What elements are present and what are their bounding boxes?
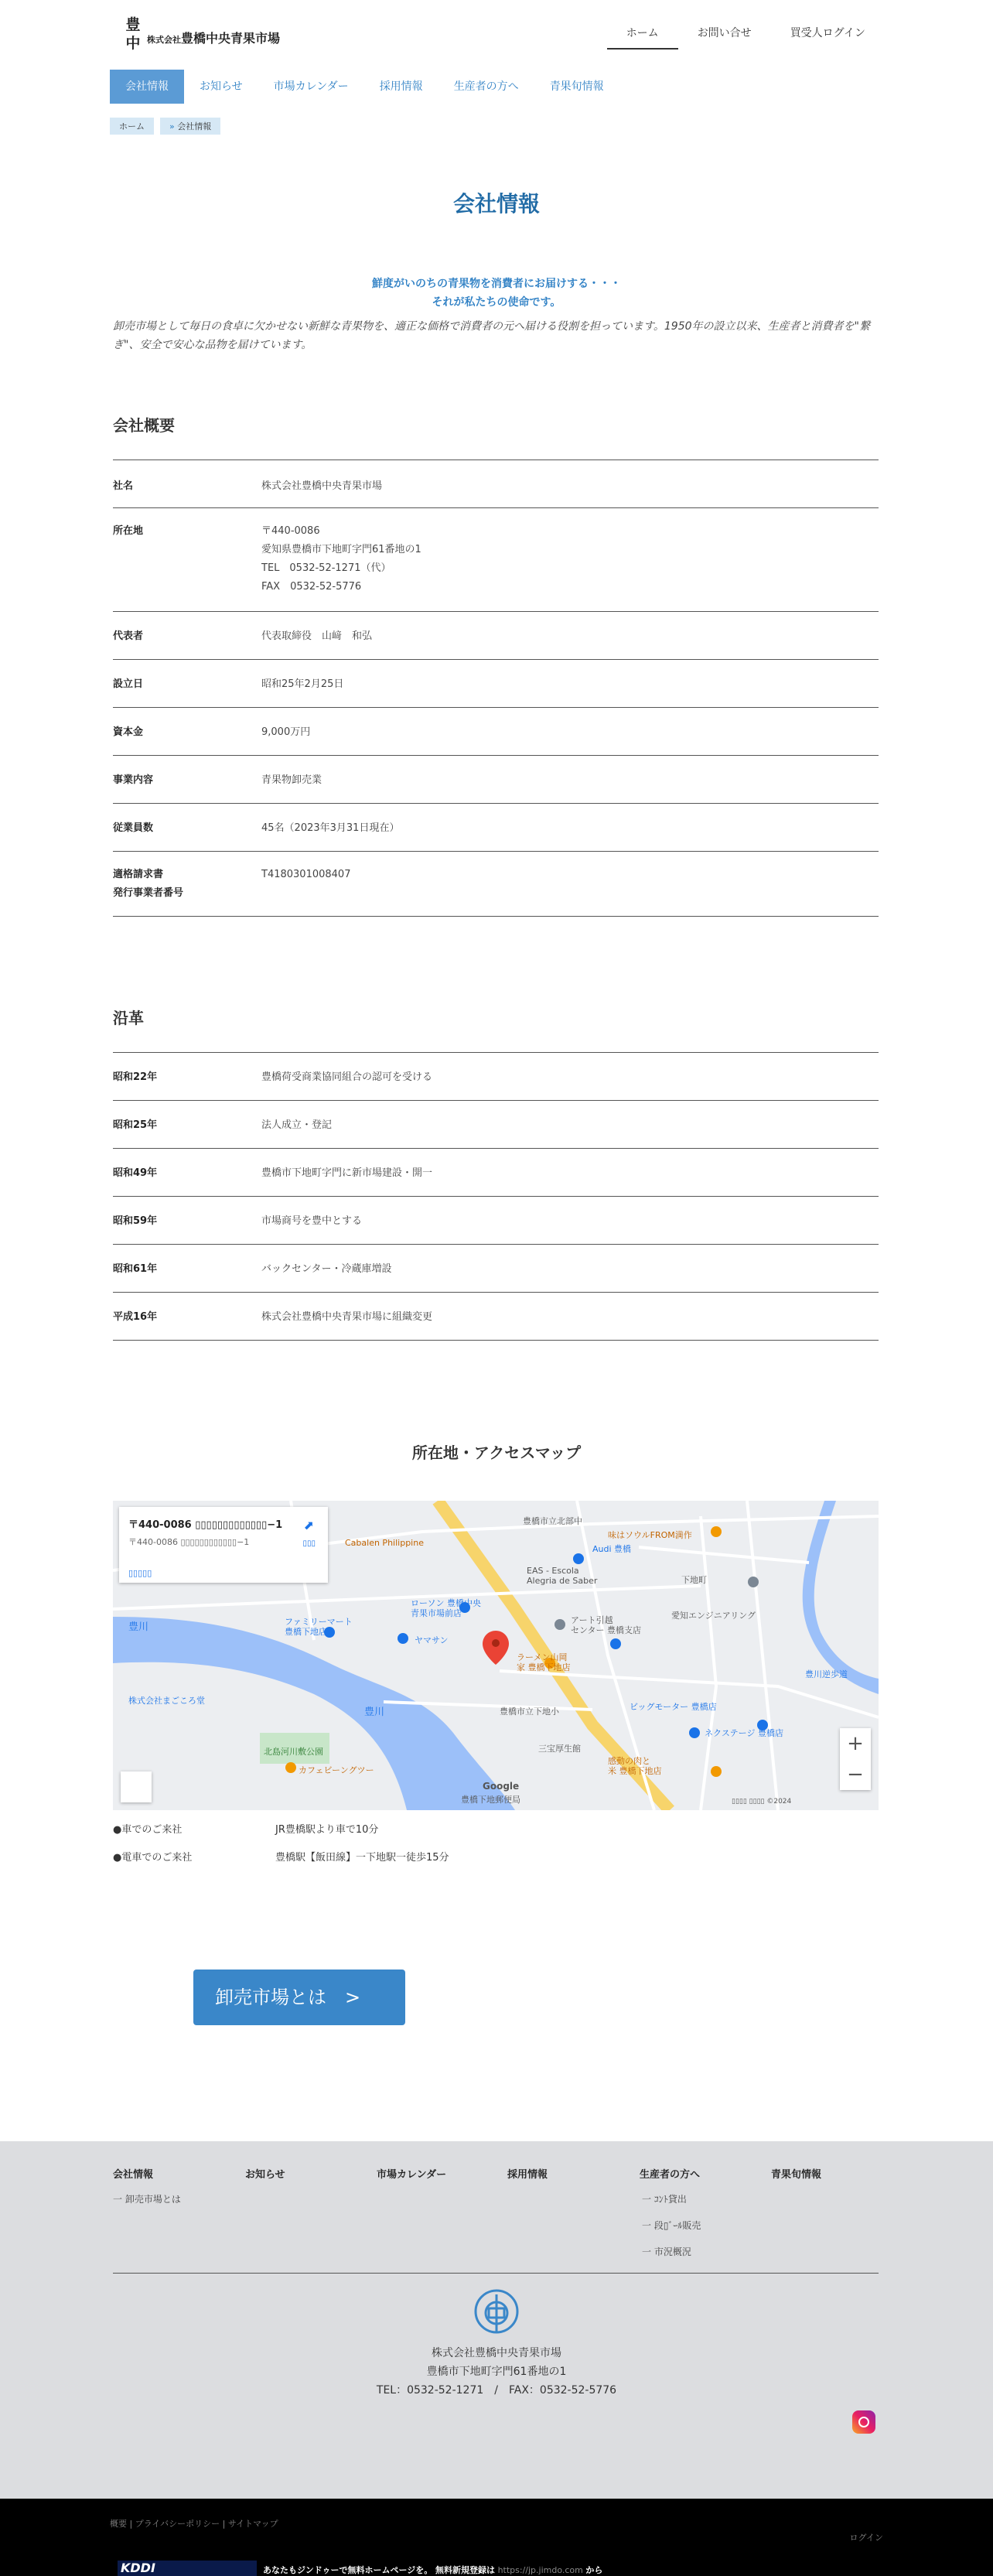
company-emblem-icon <box>473 2288 520 2335</box>
table-row <box>113 660 879 708</box>
google-map[interactable] <box>113 1501 879 1810</box>
table-row <box>113 508 879 612</box>
bottom-links[interactable]: 概要 | プライバシーポリシー | サイトマップ <box>110 2519 278 2529</box>
table-row <box>113 1197 879 1245</box>
top-nav-contact[interactable]: お問い合せ <box>697 27 752 39</box>
map-label-big: ビッグモーター 豊橋店 <box>630 1702 717 1712</box>
map-zoom-control <box>840 1728 871 1790</box>
footer-link-market[interactable]: 一 卸売市場とは <box>113 2194 181 2205</box>
mission-line-2: それが私たちの使命です。 <box>432 296 561 309</box>
map-label-art: アート引越 センター 豊橋支店 <box>571 1615 642 1635</box>
footer-link-container[interactable]: 一 ｺﾝﾄ貸出 <box>642 2194 687 2205</box>
row-key: 設立日 <box>113 660 261 708</box>
map-label-toyokawa: 豊川逆歩道 <box>805 1669 848 1679</box>
footer-col-producers[interactable]: 生産者の方へ <box>640 2169 701 2181</box>
map-label-lawson: ローソン 豊橋中央 青果市場前店 <box>411 1598 482 1618</box>
overview-table <box>113 460 879 917</box>
row-key: 昭和25年 <box>113 1101 261 1149</box>
breadcrumb-current-label: 会社情報 <box>177 121 212 132</box>
row-key: 事業内容 <box>113 756 261 804</box>
map-label-aichi: 愛知エンジニアリング <box>671 1611 756 1621</box>
footer-address: 豊橋市下地町字門61番地の1 <box>426 2366 567 2378</box>
row-value: 青果物卸売業 <box>261 756 879 804</box>
row-value: 株式会社豊橋中央青果市場に組織変更 <box>261 1293 879 1341</box>
footer <box>0 2141 993 2499</box>
site-logo[interactable] <box>124 15 280 53</box>
row-value: 豊橋市下地町字門に新市場建設・開一 <box>261 1149 879 1197</box>
map-label-yamasan: ヤマサン <box>415 1635 449 1645</box>
zoom-in-button[interactable]: + <box>847 1732 864 1755</box>
jimdo-bottom-bar <box>0 2499 993 2576</box>
row-key: 代表者 <box>113 612 261 660</box>
map-label-audi: Audi 豊橋 <box>592 1544 632 1554</box>
row-key: 資本金 <box>113 708 261 756</box>
row-value: 〒440-0086 愛知県豊橋市下地町字門61番地の1 TEL 0532-52-1271（代） FAX 0532-52-5776 <box>261 508 879 612</box>
row-value: 法人成立・登記 <box>261 1101 879 1149</box>
jimdo-promo-suffix: から <box>585 2565 603 2575</box>
footer-link-market-report[interactable]: 一 市況概況 <box>642 2246 691 2257</box>
map-label-ramen: ラーメン山岡 家 豊橋下地店 <box>517 1652 571 1672</box>
footer-col-company[interactable]: 会社情報 <box>113 2169 154 2181</box>
map-google-logo: Google <box>483 1781 520 1792</box>
footer-col-seasonal[interactable]: 青果旬情報 <box>771 2169 822 2181</box>
breadcrumb-current: » 会社情報 <box>160 118 220 135</box>
access-car-value: JR豊橋駅より車で10分 <box>275 1824 379 1836</box>
breadcrumb-home[interactable]: ホーム <box>110 118 154 135</box>
access-car <box>113 1821 378 1836</box>
map-label-river-1: 豊川 <box>128 1621 149 1633</box>
intro-text: 卸売市場として毎日の食卓に欠かせない新鮮な青果物を、適正な価格で消費者の元へ届ける役割を担っています。1950年の設立以来、生産者と消費者を"繋ぎ"、安全で安心な品物を届けています。 <box>113 320 870 351</box>
top-nav <box>607 25 885 50</box>
footer-tel-fax: TEL：0532-52-1271 / FAX：0532-52-5776 <box>376 2384 617 2397</box>
zoom-out-button[interactable]: − <box>847 1763 864 1786</box>
table-row <box>113 1293 879 1341</box>
row-value: 市場商号を豊中とする <box>261 1197 879 1245</box>
directions-icon[interactable]: ⬈ <box>303 1518 314 1532</box>
row-key: 従業員数 <box>113 804 261 852</box>
overview-title: 会社概要 <box>113 416 175 435</box>
row-value: 豊橋荷受商業協同組合の認可を受ける <box>261 1053 879 1101</box>
map-label-park: 北島河川敷公園 <box>264 1747 323 1757</box>
row-value: 45名（2023年3月31日現在） <box>261 804 879 852</box>
access-train-label: ●電車でのご来社 <box>113 1852 193 1864</box>
row-key: 社名 <box>113 460 261 508</box>
row-value: 代表取締役 山﨑 和弘 <box>261 612 879 660</box>
footer-divider <box>113 2273 879 2274</box>
map-label-hospital: 三宝厚生館 <box>538 1744 581 1754</box>
history-table <box>113 1052 879 1341</box>
logo-mark <box>124 15 142 53</box>
main-nav <box>110 70 619 104</box>
map-label-cabalen: Cabalen Philippine <box>345 1538 424 1548</box>
main-nav-news[interactable]: お知らせ <box>200 80 243 93</box>
logo-text <box>147 29 280 46</box>
map-label-school: EAS - Escola Alegria de Saber <box>527 1566 598 1586</box>
map-label-cafe: カフェビーングツー <box>299 1765 374 1775</box>
map-label-school2: 豊橋市立下地小 <box>500 1707 559 1717</box>
directions-label[interactable]: ▯▯▯ <box>302 1539 316 1548</box>
logo-prefix: 株式会社 <box>147 34 181 45</box>
map-label-nextage: ネクステージ 豊橋店 <box>705 1728 783 1738</box>
bottom-login-link[interactable]: ログイン <box>849 2533 883 2543</box>
row-key: 昭和59年 <box>113 1197 261 1245</box>
page-title: 会社情報 <box>452 191 540 217</box>
table-row <box>113 804 879 852</box>
table-row <box>113 460 879 508</box>
breadcrumb <box>110 118 220 135</box>
history-title: 沿革 <box>113 1009 144 1027</box>
footer-link-cardboard[interactable]: 一 段▯ﾞｰﾙ販売 <box>642 2220 701 2231</box>
kddi-logo[interactable]: KDDI <box>118 2561 257 2576</box>
table-row <box>113 1101 879 1149</box>
mission-line-1: 鮮度がいのちの青果物を消費者にお届けする・・・ <box>372 278 621 290</box>
logo-name: 豊橋中央青果市場 <box>181 30 281 46</box>
row-value: バックセンター・冷蔵庫増設 <box>261 1245 879 1293</box>
row-key: 昭和22年 <box>113 1053 261 1101</box>
map-card-larger-map-link[interactable]: ▯▯▯▯▯ <box>128 1568 152 1578</box>
footer-col-calendar[interactable]: 市場カレンダー <box>377 2169 447 2181</box>
table-row <box>113 708 879 756</box>
jimdo-promo <box>263 2564 602 2576</box>
map-card-title: 〒440-0086 ▯▯▯▯▯▯▯▯▯▯▯▯▯−1 <box>128 1519 283 1531</box>
row-key: 所在地 <box>113 508 261 612</box>
access-title: 所在地・アクセスマップ <box>411 1443 582 1462</box>
logo-kanji-top: 豊 <box>125 16 141 33</box>
main-nav-producers[interactable]: 生産者の方へ <box>453 80 519 93</box>
row-value: 9,000万円 <box>261 708 879 756</box>
access-train-value: 豊橋駅【飯田線】一下地駅一徒歩15分 <box>275 1852 449 1864</box>
main-nav-company[interactable]: 会社情報 <box>110 70 184 104</box>
map-label-magokoro: 株式会社まごころ堂 <box>128 1696 205 1706</box>
map-label-post: 豊橋下地郵便局 <box>461 1795 520 1805</box>
jimdo-promo-text: あなたもジンドゥーで無料ホームページを。 無料新規登録は <box>263 2565 496 2575</box>
table-row <box>113 612 879 660</box>
footer-col-recruit[interactable]: 採用情報 <box>507 2169 548 2181</box>
top-nav-buyer-login[interactable]: 買受人ログイン <box>790 27 865 39</box>
row-key: 昭和49年 <box>113 1149 261 1197</box>
map-label-kitabu: 豊橋市立北部中 <box>523 1516 582 1526</box>
main-nav-recruit[interactable]: 採用情報 <box>379 80 423 93</box>
table-row <box>113 852 879 917</box>
map-label-familymart: ファミリーマート 豊橋下地店 <box>285 1617 353 1637</box>
main-nav-calendar[interactable]: 市場カレンダー <box>273 80 349 93</box>
row-value: 株式会社豊橋中央青果市場 <box>261 460 879 508</box>
row-key: 昭和61年 <box>113 1245 261 1293</box>
footer-col-news[interactable]: お知らせ <box>245 2169 285 2181</box>
access-train <box>113 1849 449 1864</box>
access-car-label: ●車でのご来社 <box>113 1824 183 1836</box>
main-nav-seasonal[interactable]: 青果旬情報 <box>549 80 604 93</box>
top-nav-home[interactable]: ホーム <box>607 25 678 50</box>
table-row <box>113 1053 879 1101</box>
map-copyright: ▯▯▯▯ ▯▯▯▯ ©2024 <box>732 1798 792 1806</box>
row-value: T4180301008407 <box>261 852 879 917</box>
table-row <box>113 1149 879 1197</box>
row-key: 平成16年 <box>113 1293 261 1341</box>
table-row <box>113 1245 879 1293</box>
map-label-shimochi: 下地町 <box>681 1575 707 1585</box>
map-layer-toggle[interactable] <box>121 1771 152 1802</box>
footer-company-name: 株式会社豊橋中央青果市場 <box>432 2347 561 2359</box>
row-key: 適格請求書 発行事業者番号 <box>113 852 261 917</box>
row-value: 昭和25年2月25日 <box>261 660 879 708</box>
map-label-jip: 味はソウルFROM満作 <box>608 1530 692 1540</box>
jimdo-url-link[interactable]: https://jp.jimdo.com <box>497 2565 583 2575</box>
table-row <box>113 756 879 804</box>
logo-kanji-bottom: 中 <box>125 35 141 52</box>
instagram-icon[interactable] <box>852 2410 875 2434</box>
map-info-card <box>119 1507 328 1583</box>
map-label-meat: 感動の肉と 米 豊橋下地店 <box>608 1756 662 1776</box>
map-card-subtitle: 〒440-0086 ▯▯▯▯▯▯▯▯▯▯▯▯−1 <box>128 1537 250 1547</box>
wholesale-market-button[interactable]: 卸売市場とは > <box>193 1970 405 2025</box>
map-label-river-2: 豊川 <box>364 1707 385 1718</box>
